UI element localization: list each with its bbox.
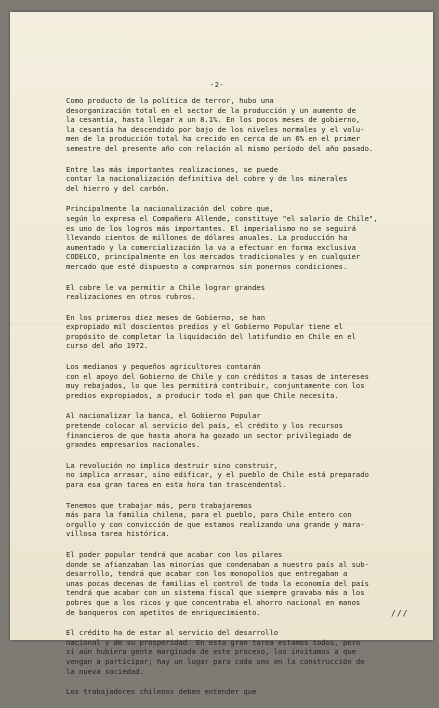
paragraph-land-expropriation: En los primeros diez meses de Gobierno, se han expropiado mil doscientos predios y el Gobierno Popular tiene el propósito de completar la liquidación del latifundio en Chile en el curso del año 1972. [66, 312, 356, 351]
paragraph-popular-power: El poder popular tendrá que acabar con los pilares donde se afianzaban las minorías que condenaban a nuestro país al sub- desarrollo, tendrá que acabar con los monopolios que entregaban a unas pocas decenas de familias el control de toda la economía del país tendrá que acabar con un sistema fiscal que siempre gravaba más a los pobres que a los ricos y que concentraba el ahorro nacional en manos de banqueros con apetitos de enriquecimiento. [66, 549, 369, 617]
continuation-mark: /// [391, 609, 409, 618]
paragraph-copper: Principalmente la nacionalización del cobre que, según lo expresa el Compañero Allende, constituye "el salario de Chile", es uno de los logros más importantes. El imperialismo no se seguirá llevando cientos de millones de dólares anuales. La producción ha aumentado y la comercialización la va a efectuar en forma exclusiva CODELCO, principalmente en los mercados tradicionales y en cualquier mercado que esté dispuesto a comprarnos sin ponernos condiciones. [66, 204, 378, 271]
paragraph-credit: El crédito ha de estar al servicio del desarrollo nacional y de su prosperidad. En esta gran tarea estamos todos, pero si aún hubiera gente marginada de este proceso, los invitamos a que vengan a participar; hay un lugar para cada uno en la construcción de la nueva sociedad. [66, 628, 365, 676]
document-page [10, 12, 433, 697]
page-number: -2- [210, 81, 225, 89]
paragraph-workers: Los trabajadores chilenos deben entender que [66, 687, 257, 697]
paragraph-revolution: La revolución no implica destruir sino construir, no implica arrasar, sino edificar, y el pueblo de Chile está preparado para esa gran tarea en esta hora tan trascendental. [66, 460, 369, 489]
paragraph-farmers-credit: Los medianos y pequeños agricultores contarán con el apoyo del Gobierno de Chile y con créditos a tasas de intereses muy rebajados, lo que les permitirá contribuir, conjuntamente con los predios expropiados, a producir todo el pan que Chile necesita. [66, 362, 369, 400]
paragraph-copper-achievements: El cobre le va permitir a Chile lograr grandes realizaciones en otros rubros. [66, 282, 266, 302]
paragraph-nationalization: Entre las más importantes realizaciones, se puede contar la nacionalización definitiva del cobre y de los minerales del hierro y del carbón. [66, 164, 348, 193]
paragraph-unemployment: Como producto de la política de terror, hubo una desorganización total en el sector de la producción y un aumento de la cesantía, hasta llegar a un 8.1%. En los pocos meses de gobierno, la cesantía ha descendido por bajo de los niveles normales y el volu- men de la producción total ha crecido en cerca de un 6% en el primer semestre del presente año con relación al mismo período del año pasado. [66, 96, 374, 153]
paragraph-work: Tenemos que trabajar más, pero trabajaremos más para la familia chilena, para el pueblo, para Chile entero con orgullo y con convicción de que estamos realizando una grande y mara- villosa tarea histórica. [66, 500, 365, 539]
body-text [66, 96, 409, 708]
paragraph-banking: Al nacionalizar la banca, el Gobierno Popular pretende colocar al servicio del país, el crédito y los recursos financieros de que hasta ahora ha gozado un sector privilegiado de grandes empresarios nacionales. [66, 411, 352, 450]
